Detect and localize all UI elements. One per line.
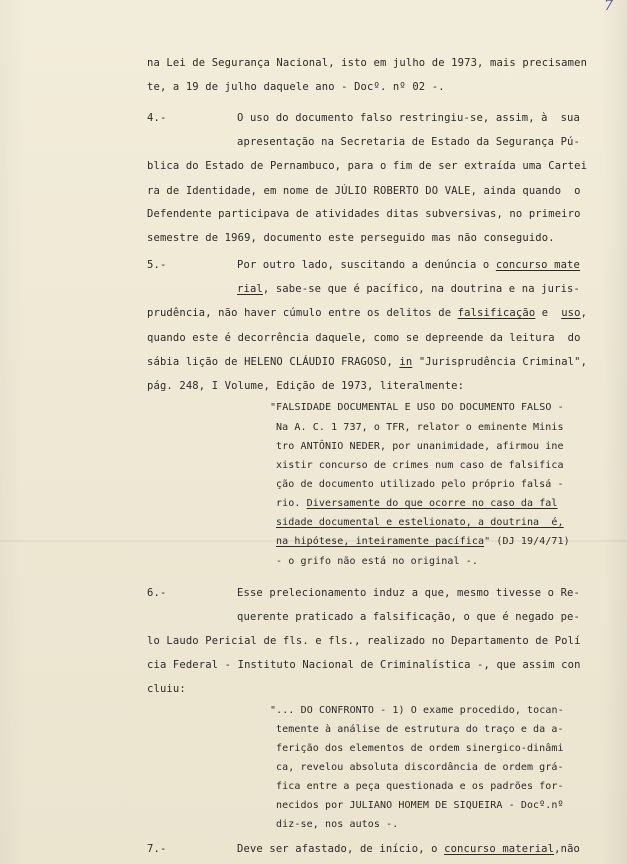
quote-line [270, 402, 564, 414]
text-segment: temente à análise de estrutura do traço e da a- [276, 724, 564, 735]
underlined-text: concurso material [444, 843, 555, 855]
text-segment: " (DJ 19/4/71) [484, 536, 570, 547]
text-segment: cluiu: [147, 683, 186, 695]
text-line [147, 307, 587, 319]
text-line [237, 587, 580, 599]
text-segment: ferição dos elementos de ordem sinergico-dinâmi [276, 743, 564, 754]
text-segment: prudência, não haver cúmulo entre os delitos de [147, 307, 458, 319]
paragraph-number [147, 587, 166, 599]
text-segment: quando este é decorrência daquele, como se depreende da leitura do [147, 332, 581, 344]
quote-line [276, 460, 564, 472]
quote-line [276, 479, 564, 491]
text-segment: fica entre a peça questionada e os padrões for- [276, 781, 564, 792]
underlined-text: concurso mate [495, 259, 581, 271]
paragraph-number [147, 843, 166, 855]
text-line [237, 259, 580, 271]
text-segment: cia Federal - Instituto Nacional de Criminalística -, que assim con [147, 659, 581, 671]
text-segment: - o grifo não está no original -. [276, 556, 478, 567]
text-line [237, 136, 580, 148]
text-segment: tro ANTÔNIO NEDER, por unanimidade, afirmou ine [276, 441, 564, 452]
text-line [237, 611, 580, 623]
text-line [147, 160, 587, 172]
text-segment: rio. [276, 498, 307, 509]
paragraph-number [147, 259, 166, 271]
text-segment: , [580, 307, 588, 319]
underlined-text: falsificação [457, 307, 536, 319]
handwritten-page-number: 7 [604, 0, 613, 14]
text-segment: Deve ser afastado, de início, o [237, 843, 445, 855]
text-segment: Esse prelecionamento induz a que, mesmo tivesse o Re- [237, 587, 580, 599]
quote-line [276, 441, 564, 453]
text-segment: semestre de 1969, documento este perseguido mas não conseguido. [147, 232, 555, 244]
paragraph-number [147, 112, 166, 124]
text-segment: "FALSIDADE DOCUMENTAL E USO DO DOCUMENTO FALSO - [270, 402, 564, 413]
text-segment: 6.- [147, 587, 167, 599]
text-segment: "Jurisprudência Criminal", [412, 356, 588, 368]
quote-line [276, 498, 558, 510]
text-line [147, 683, 186, 695]
text-segment: na Lei de Segurança Nacional, isto em julho de 1973, mais precisamen [147, 57, 588, 69]
text-segment: querente praticado a falsificação, o que é negado pe- [237, 611, 580, 623]
text-line [147, 232, 555, 244]
text-segment: O uso do documento falso restringiu-se, assim, à sua [237, 112, 580, 124]
text-segment: , sabe-se que é pacífico, na doutrina e na juris- [262, 283, 580, 295]
underlined-text: in [399, 356, 413, 368]
text-segment: ca, revelou absoluta discordância de ordem grá- [276, 762, 564, 773]
text-line [147, 185, 581, 197]
text-segment: blica do Estado de Pernambuco, para o fim de ser extraída uma Cartei [147, 160, 588, 172]
quote-line [276, 536, 570, 548]
quote-line [276, 819, 398, 831]
underlined-text: na hipótese, inteiramente pacífica [276, 536, 485, 547]
text-line [147, 81, 445, 93]
text-line [147, 659, 581, 671]
text-line [147, 57, 587, 69]
underlined-text: Diversamente do que ocorre no caso da fal [306, 498, 558, 509]
quote-line [276, 556, 478, 568]
text-segment: te, a 19 de julho daquele ano - Docº. nº 02 -. [147, 81, 445, 93]
text-segment: pág. 248, I Volume, Edição de 1973, literalmente: [147, 380, 465, 392]
text-segment: diz-se, nos autos -. [276, 819, 399, 830]
underlined-text: sidade documental e estelionato, a doutrina é, [276, 517, 564, 528]
text-segment: sábia lição de HELENO CLÁUDIO FRAGOSO, [147, 356, 400, 368]
text-segment: xistir concurso de crimes num caso de falsifica [276, 460, 564, 471]
text-line [237, 112, 580, 124]
text-line [237, 843, 580, 855]
text-segment: 7.- [147, 843, 167, 855]
quote-line [276, 422, 564, 434]
quote-line [276, 800, 564, 812]
quote-line [276, 743, 564, 755]
text-segment: e [535, 307, 562, 319]
text-segment: apresentação na Secretaria de Estado da Segurança Pú- [237, 136, 580, 148]
quote-line [276, 517, 564, 529]
text-line [147, 635, 581, 647]
quote-line [270, 705, 564, 717]
text-line [147, 332, 581, 344]
quote-line [276, 762, 564, 774]
quote-line [276, 781, 564, 793]
text-segment: lo Laudo Pericial de fls. e fls., realizado no Departamento de Polí [147, 635, 581, 647]
underlined-text: rial [237, 283, 263, 295]
text-line [147, 356, 587, 368]
text-segment: 5.- [147, 259, 167, 271]
text-segment: Defendente participava de atividades ditas subversivas, no primeiro [147, 208, 581, 220]
underlined-text: uso [561, 307, 581, 319]
text-segment: ,não [554, 843, 581, 855]
text-line [147, 380, 464, 392]
text-segment: 4.- [147, 112, 167, 124]
text-segment: Na A. C. 1 737, o TFR, relator o eminente Minis [276, 422, 564, 433]
quote-line [276, 724, 564, 736]
text-segment: ra de Identidade, em nome de JÚLIO ROBERTO DO VALE, ainda quando o [147, 185, 581, 197]
text-line [147, 208, 581, 220]
text-segment: "... DO CONFRONTO - 1) O exame procedido, tocan- [270, 705, 564, 716]
text-segment: necidos por JULIANO HOMEM DE SIQUEIRA - Docº.nº [276, 800, 564, 811]
text-line [237, 283, 580, 295]
text-segment: ção de documento utilizado pelo próprio falsá - [276, 479, 564, 490]
text-segment: Por outro lado, suscitando a denúncia o [237, 259, 496, 271]
